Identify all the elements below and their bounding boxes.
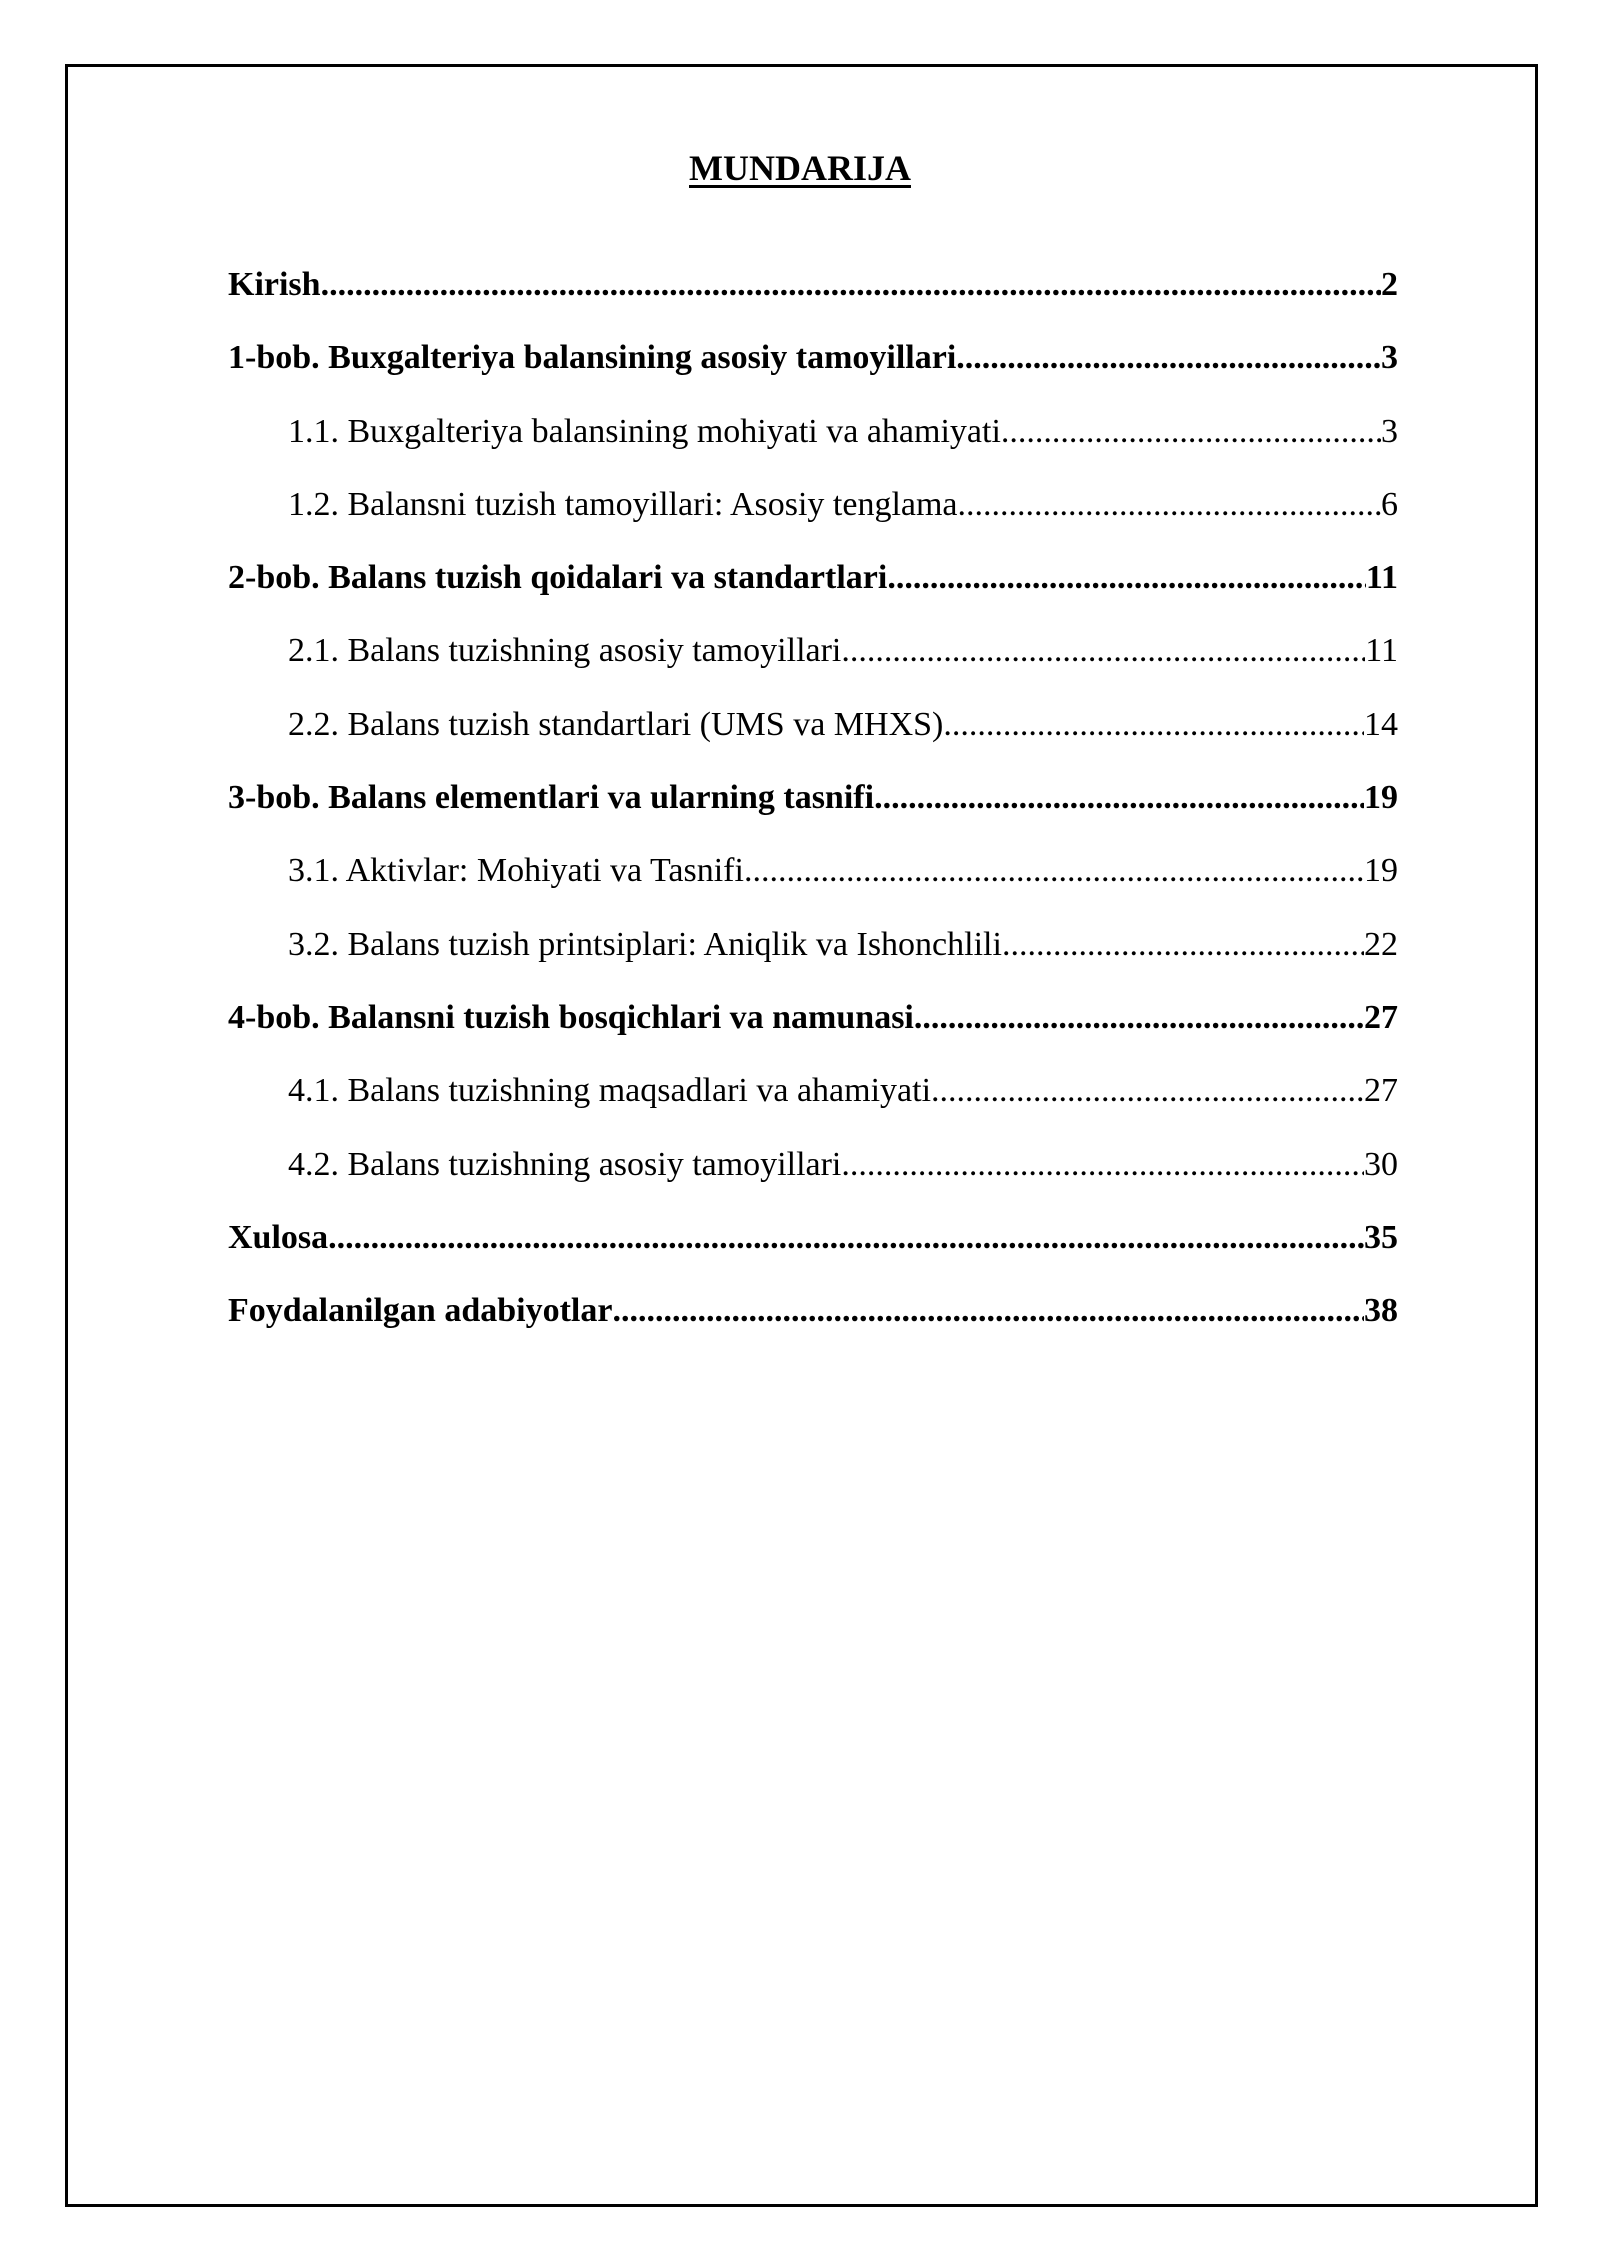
- toc-entry-page: 2: [1381, 266, 1398, 303]
- toc-entry-page: 27: [1364, 1072, 1398, 1110]
- toc-leader-dots: [841, 1146, 1364, 1184]
- toc-entry-label: 2.1. Balans tuzishning asosiy tamoyillari: [288, 632, 842, 670]
- toc-entry-label: Foydalanilgan adabiyotlar: [228, 1292, 613, 1330]
- toc-entry[interactable]: [228, 1219, 1398, 1292]
- page-title: MUNDARIJA: [689, 148, 911, 188]
- toc-entry-label: Kirish: [228, 266, 321, 303]
- toc-entry-page: 6: [1381, 485, 1398, 523]
- toc-entry-label: 3.2. Balans tuzish printsiplari: Aniqlik va Ishonchlili: [288, 925, 1002, 963]
- toc-leader-dots: [943, 706, 1364, 744]
- toc-entry-label: 4.1. Balans tuzishning maqsadlari va ahamiyati: [288, 1072, 932, 1110]
- toc-entry-page: 19: [1364, 779, 1398, 817]
- toc-entry-label: 3.1. Aktivlar: Mohiyati va Tasnifi: [288, 852, 744, 890]
- toc-entry[interactable]: [228, 1146, 1398, 1219]
- toc-entry[interactable]: [228, 852, 1398, 925]
- toc-entry[interactable]: [228, 1072, 1398, 1145]
- toc-entry[interactable]: [228, 926, 1398, 999]
- table-of-contents: [228, 266, 1398, 1365]
- toc-leader-dots: [1001, 413, 1381, 451]
- toc-entry-page: 14: [1364, 705, 1398, 743]
- toc-leader-dots: [956, 339, 1381, 377]
- toc-entry-label: 2-bob. Balans tuzish qoidalari va standartlari: [228, 559, 888, 597]
- toc-entry-page: 30: [1364, 1145, 1398, 1183]
- toc-leader-dots: [914, 999, 1364, 1037]
- toc-entry-page: 3: [1381, 339, 1398, 377]
- toc-entry-label: 1-bob. Buxgalteriya balansining asosiy tamoyillari: [228, 339, 957, 377]
- toc-entry[interactable]: [228, 779, 1398, 852]
- toc-entry[interactable]: [228, 706, 1398, 779]
- toc-entry-label: 4-bob. Balansni tuzish bosqichlari va namunasi: [228, 998, 914, 1036]
- toc-entry-page: 11: [1365, 632, 1398, 670]
- toc-leader-dots: [328, 1219, 1364, 1257]
- toc-leader-dots: [744, 852, 1364, 890]
- toc-entry[interactable]: [228, 413, 1398, 486]
- toc-leader-dots: [612, 1292, 1364, 1330]
- toc-entry[interactable]: [228, 266, 1398, 339]
- toc-entry-label: 4.2. Balans tuzishning asosiy tamoyillari: [288, 1145, 842, 1183]
- toc-entry[interactable]: [228, 1292, 1398, 1365]
- toc-entry-label: 2.2. Balans tuzish standartlari (UMS va MHXS): [288, 705, 944, 743]
- toc-entry-page: 3: [1381, 412, 1398, 450]
- toc-leader-dots: [841, 632, 1365, 670]
- toc-entry-page: 22: [1364, 925, 1398, 963]
- toc-entry-page: 38: [1364, 1292, 1398, 1330]
- toc-entry-page: 19: [1364, 852, 1398, 890]
- toc-entry-label: 1.1. Buxgalteriya balansining mohiyati va ahamiyati: [288, 412, 1001, 450]
- toc-entry[interactable]: [228, 486, 1398, 559]
- toc-entry[interactable]: [228, 559, 1398, 632]
- toc-entry-label: Xulosa: [228, 1218, 329, 1256]
- toc-entry-label: 3-bob. Balans elementlari va ularning tasnifi: [228, 779, 875, 817]
- toc-leader-dots: [1002, 926, 1364, 964]
- toc-leader-dots: [874, 779, 1364, 817]
- toc-entry[interactable]: [228, 339, 1398, 412]
- toc-entry-label: 1.2. Balansni tuzish tamoyillari: Asosiy tenglama: [288, 485, 958, 523]
- toc-entry-page: 11: [1365, 559, 1398, 597]
- toc-entry-page: 27: [1364, 998, 1398, 1036]
- toc-entry-page: 35: [1364, 1218, 1398, 1256]
- toc-leader-dots: [321, 266, 1381, 304]
- toc-leader-dots: [931, 1072, 1364, 1110]
- toc-leader-dots: [958, 486, 1381, 524]
- toc-entry[interactable]: [228, 632, 1398, 705]
- toc-entry[interactable]: [228, 999, 1398, 1072]
- toc-leader-dots: [887, 559, 1366, 597]
